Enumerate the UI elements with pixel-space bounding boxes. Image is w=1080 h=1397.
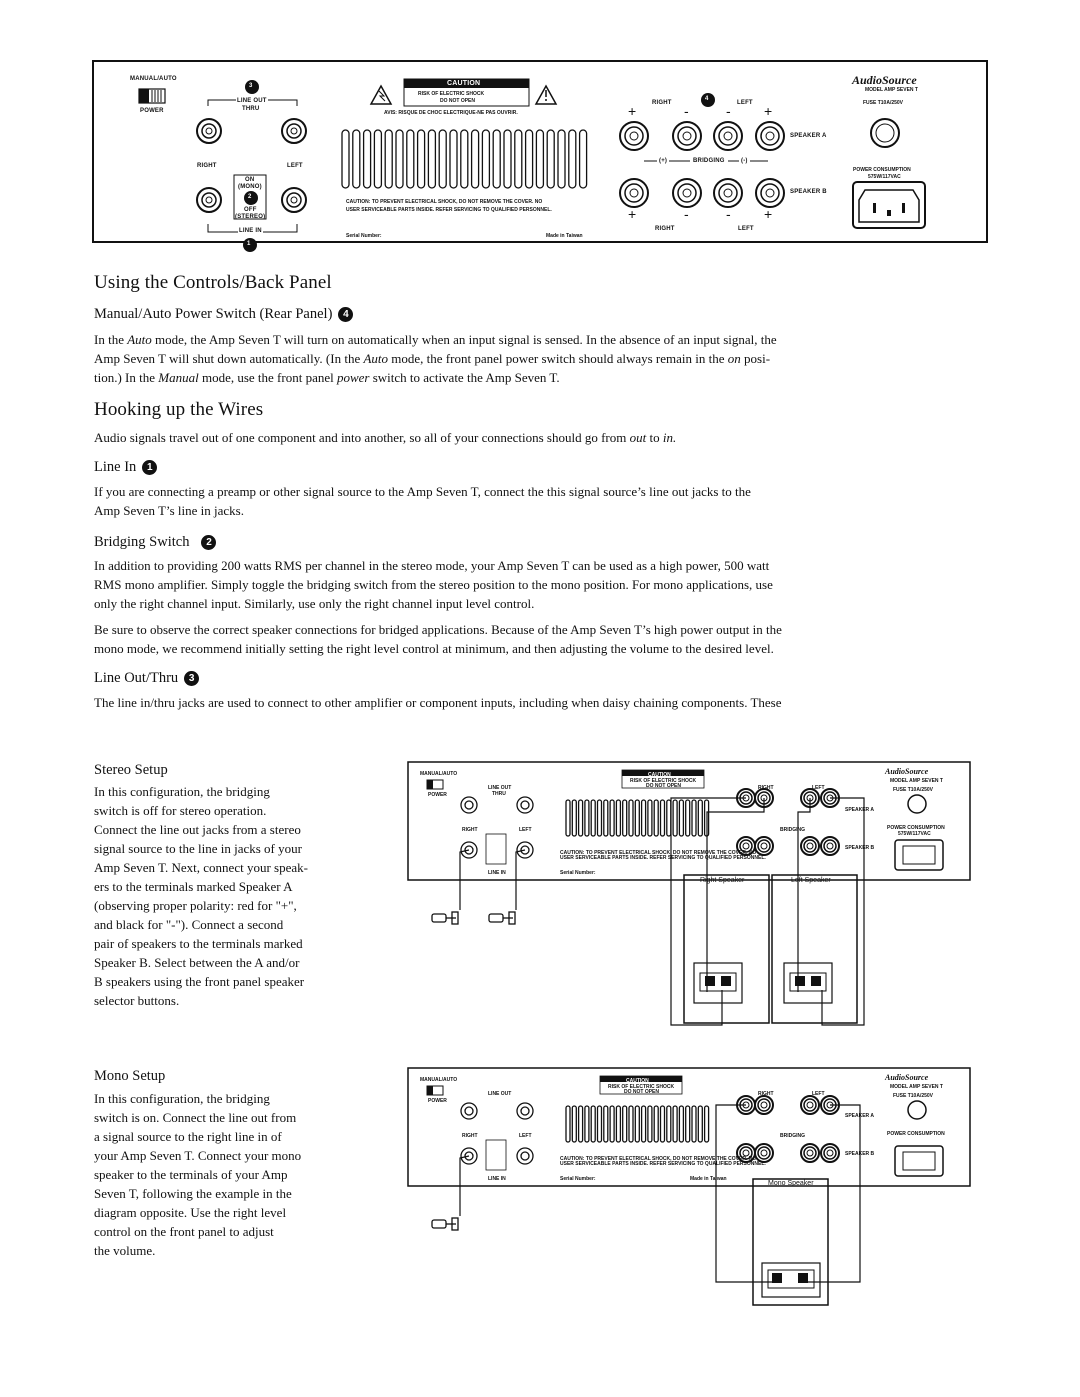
text: mode, the front panel power switch should always remain in the bbox=[388, 351, 728, 366]
mo-risk: RISK OF ELECTRIC SHOCK bbox=[608, 1084, 675, 1090]
binding-post bbox=[766, 132, 774, 140]
binding-post bbox=[719, 127, 737, 145]
mo-bridging: BRIDGING bbox=[780, 1133, 805, 1139]
text: Amp Seven T will shut down automatically. (In the bbox=[94, 351, 364, 366]
binding-post bbox=[761, 1150, 767, 1156]
text: posi- bbox=[740, 351, 771, 366]
french-warning: AVIS: RISQUE DE CHOC ELECTRIQUE-NE PAS OUVRIR. bbox=[384, 110, 518, 116]
st-caution-text-1: CAUTION: TO PREVENT ELECTRICAL SHOCK, DO NOT REMOVE THE COVER. NO bbox=[560, 850, 757, 856]
binding-post bbox=[766, 189, 774, 197]
binding-post bbox=[758, 1147, 770, 1159]
binding-post bbox=[807, 1150, 813, 1156]
polarity-plus-2: + bbox=[764, 103, 773, 119]
back-panel-diagram bbox=[0, 0, 1080, 260]
back-panel-drawing bbox=[0, 0, 1080, 260]
text-line: a signal source to the right line in of bbox=[94, 1129, 282, 1144]
st-line-out: LINE OUT bbox=[488, 785, 512, 791]
heatsink-fin bbox=[667, 1106, 671, 1142]
binding-post bbox=[761, 843, 767, 849]
line-in-number: 1 bbox=[142, 460, 157, 475]
text-italic: on bbox=[727, 351, 741, 366]
mo-brand: AudioSource bbox=[885, 1073, 929, 1082]
heatsink-fin bbox=[515, 130, 522, 188]
heatsink-fin bbox=[585, 1106, 589, 1142]
bridging-paragraph-1 bbox=[94, 556, 773, 613]
binding-post bbox=[625, 184, 643, 202]
text: to bbox=[646, 430, 663, 445]
binding-post bbox=[620, 122, 648, 150]
heatsink-fin bbox=[558, 130, 565, 188]
st-caution-text-2: USER SERVICEABLE PARTS INSIDE. REFER SERVICING TO QUALIFIED PERSONNEL. bbox=[560, 855, 766, 861]
heatsink-fin bbox=[482, 130, 489, 188]
binding-post bbox=[673, 122, 701, 150]
binding-post bbox=[724, 189, 732, 197]
fuse-label: FUSE T10A/250V bbox=[863, 100, 904, 106]
manual-auto-title bbox=[94, 306, 353, 323]
mo-manual-auto: MANUAL/AUTO bbox=[420, 1077, 458, 1083]
st-right-2: RIGHT bbox=[758, 785, 774, 791]
power-consumption: POWER CONSUMPTION bbox=[853, 167, 911, 173]
binding-post bbox=[824, 1147, 836, 1159]
right-label-3: RIGHT bbox=[655, 226, 675, 232]
heatsink-fin bbox=[610, 1106, 614, 1142]
st-speaker-a: SPEAKER A bbox=[845, 807, 874, 813]
mo-power-consumption: POWER CONSUMPTION bbox=[887, 1131, 945, 1137]
heatsink-fin bbox=[623, 800, 627, 836]
heatsink-fin bbox=[396, 130, 403, 188]
brand-logo: AudioSource bbox=[852, 73, 917, 87]
manual-auto-label: MANUAL/AUTO bbox=[130, 76, 177, 82]
st-left-2: LEFT bbox=[812, 785, 825, 791]
text-line: switch is on. Connect the line out from bbox=[94, 1110, 297, 1125]
mono-setup-diagram bbox=[0, 1066, 1080, 1311]
mo-do-not-open: DO NOT OPEN bbox=[624, 1089, 660, 1095]
binding-post bbox=[678, 184, 696, 202]
heatsink-fin bbox=[705, 1106, 709, 1142]
bridging-paragraph-2 bbox=[94, 620, 782, 658]
mo-serial: Serial Number: bbox=[560, 1176, 596, 1182]
text-line: (observing proper polarity: red for "+", bbox=[94, 898, 297, 913]
line-in-title-text: Line In bbox=[94, 459, 137, 475]
polarity-plus-1: + bbox=[628, 103, 637, 119]
binding-post bbox=[807, 1102, 813, 1108]
heatsink-fin bbox=[667, 800, 671, 836]
text: Be sure to observe the correct speaker connections for bridged applications. Because of the Amp Seven T’s high power output in the bbox=[94, 622, 782, 637]
text: Amp Seven T’s line in jacks. bbox=[94, 503, 244, 518]
heatsink-fin bbox=[692, 800, 696, 836]
text-italic: Auto bbox=[363, 351, 389, 366]
text-italic: in. bbox=[662, 430, 677, 445]
text-line: Connect the line out jacks from a stereo bbox=[94, 822, 301, 837]
mo-fuse: FUSE T10A/250V bbox=[893, 1093, 934, 1099]
st-model: MODEL AMP SEVEN T bbox=[890, 778, 943, 784]
heatsink-fin bbox=[472, 130, 479, 188]
heatsink-fin bbox=[504, 130, 511, 188]
binding-post bbox=[683, 189, 691, 197]
left-label-1: LEFT bbox=[287, 163, 303, 169]
heatsink-fin bbox=[439, 130, 446, 188]
binding-post bbox=[824, 840, 836, 852]
binding-post bbox=[761, 184, 779, 202]
binding-post bbox=[804, 1147, 816, 1159]
line-in-title bbox=[94, 459, 157, 476]
mo-left: LEFT bbox=[519, 1133, 532, 1139]
speaker-a-label: SPEAKER A bbox=[790, 133, 827, 139]
text-italic: power bbox=[336, 370, 370, 385]
line-in-paragraph bbox=[94, 482, 751, 520]
heatsink-fin bbox=[418, 130, 425, 188]
right-label-1: RIGHT bbox=[197, 163, 217, 169]
heatsink-fin bbox=[591, 800, 595, 836]
caution-label: CAUTION bbox=[447, 80, 481, 87]
binding-post bbox=[724, 132, 732, 140]
mo-right-2: RIGHT bbox=[758, 1091, 774, 1097]
heatsink-fin bbox=[635, 800, 639, 836]
line-out-paragraph: The line in/thru jacks are used to connect to other amplifier or component inputs, including when daisy chaining components. These bbox=[94, 695, 782, 710]
binding-post bbox=[673, 179, 701, 207]
line-out-title-text: Line Out/Thru bbox=[94, 670, 179, 686]
st-manual-auto: MANUAL/AUTO bbox=[420, 771, 458, 777]
text-line: In this configuration, the bridging bbox=[94, 784, 270, 799]
heatsink-fin bbox=[572, 1106, 576, 1142]
st-line-in: LINE IN bbox=[488, 870, 506, 876]
stereo-title: Stereo Setup bbox=[94, 762, 168, 778]
callout-4: 4 bbox=[705, 96, 709, 102]
text-line: switch is off for stereo operation. bbox=[94, 803, 267, 818]
mo-model: MODEL AMP SEVEN T bbox=[890, 1084, 943, 1090]
caution-do-not-open: DO NOT OPEN bbox=[440, 98, 476, 104]
mono-label: (MONO) bbox=[238, 184, 262, 190]
heatsink-fin bbox=[673, 800, 677, 836]
heatsink-fin bbox=[579, 1106, 583, 1142]
binding-post bbox=[719, 184, 737, 202]
callout-2: 2 bbox=[248, 194, 252, 200]
left-label-3: LEFT bbox=[738, 226, 754, 232]
heatsink-fin bbox=[536, 130, 543, 188]
st-speaker-b: SPEAKER B bbox=[845, 845, 875, 851]
heatsink-fin bbox=[679, 1106, 683, 1142]
binding-post bbox=[761, 1102, 767, 1108]
stereo-setup-diagram bbox=[0, 760, 1080, 1040]
heatsink-fin bbox=[585, 800, 589, 836]
left-speaker-label: Left Speaker bbox=[791, 877, 831, 884]
wires-paragraph bbox=[94, 428, 676, 447]
right-speaker-label: Right Speaker bbox=[700, 877, 745, 884]
heatsink-fin bbox=[654, 1106, 658, 1142]
heatsink-fin bbox=[450, 130, 457, 188]
binding-post bbox=[683, 132, 691, 140]
text-line: B speakers using the front panel speaker bbox=[94, 974, 305, 989]
polarity-plus-4: + bbox=[764, 206, 773, 222]
text-line: Amp Seven T. Next, connect your speak- bbox=[94, 860, 308, 875]
stereo-drawing bbox=[0, 760, 1080, 1040]
text-line: pair of speakers to the terminals marked bbox=[94, 936, 303, 951]
text: switch to activate the Amp Seven T. bbox=[369, 370, 560, 385]
text: tion.) In the bbox=[94, 370, 159, 385]
binding-post bbox=[678, 127, 696, 145]
heatsink-fin bbox=[407, 130, 414, 188]
heatsink-fin bbox=[698, 1106, 702, 1142]
heatsink-fin bbox=[374, 130, 381, 188]
wires-title: Hooking up the Wires bbox=[94, 399, 264, 420]
mo-caution-text-1: CAUTION: TO PREVENT ELECTRICAL SHOCK, DO NOT REMOVE THE COVER. NO bbox=[560, 1156, 757, 1162]
binding-post bbox=[804, 840, 816, 852]
heatsink-fin bbox=[642, 800, 646, 836]
heatsink-fin bbox=[572, 800, 576, 836]
text-line: ers to the terminals marked Speaker A bbox=[94, 879, 293, 894]
text-line: the volume. bbox=[94, 1243, 156, 1258]
st-brand: AudioSource bbox=[885, 767, 929, 776]
mo-line-in: LINE IN bbox=[488, 1176, 506, 1182]
line-out-number: 3 bbox=[184, 671, 199, 686]
binding-post bbox=[756, 122, 784, 150]
bridging-title bbox=[94, 534, 216, 551]
binding-post bbox=[758, 1099, 770, 1111]
mono-drawing bbox=[0, 1066, 1080, 1311]
text: mode, use the front panel bbox=[198, 370, 337, 385]
text-line: Seven T, following the example in the bbox=[94, 1186, 292, 1201]
made-in: Made in Taiwan bbox=[546, 233, 583, 239]
heatsink-fin bbox=[686, 800, 690, 836]
off-label: OFF bbox=[244, 207, 257, 213]
mo-right: RIGHT bbox=[462, 1133, 478, 1139]
binding-post bbox=[756, 179, 784, 207]
polarity-minus-2: - bbox=[726, 103, 731, 119]
mo-speaker-b: SPEAKER B bbox=[845, 1151, 875, 1157]
model-label: MODEL AMP SEVEN T bbox=[865, 87, 918, 93]
power-rating: 575W/117VAC bbox=[868, 174, 901, 180]
binding-post bbox=[630, 189, 638, 197]
caution-risk: RISK OF ELECTRIC SHOCK bbox=[418, 91, 485, 97]
binding-post bbox=[758, 840, 770, 852]
binding-post bbox=[807, 843, 813, 849]
controls-title: Using the Controls/Back Panel bbox=[94, 272, 332, 293]
power-label: POWER bbox=[140, 108, 164, 114]
speaker-b-label: SPEAKER B bbox=[790, 189, 827, 195]
stereo-label: (STEREO) bbox=[235, 214, 266, 220]
heatsink-fin bbox=[461, 130, 468, 188]
binding-post bbox=[804, 1099, 816, 1111]
binding-post bbox=[827, 843, 833, 849]
mo-power: POWER bbox=[428, 1098, 447, 1104]
heatsink-fin bbox=[566, 1106, 570, 1142]
st-power: POWER bbox=[428, 792, 447, 798]
heatsink-fin bbox=[610, 800, 614, 836]
polarity-minus-4: - bbox=[726, 206, 731, 222]
bridging-plus: (+) bbox=[659, 158, 668, 164]
st-thru: THRU bbox=[492, 791, 506, 797]
mo-caution-text-2: USER SERVICEABLE PARTS INSIDE. REFER SERVICING TO QUALIFIED PERSONNEL. bbox=[560, 1161, 766, 1167]
heatsink-fin bbox=[616, 1106, 620, 1142]
heatsink-fin bbox=[566, 800, 570, 836]
text-italic: Manual bbox=[158, 370, 199, 385]
st-left: LEFT bbox=[519, 827, 532, 833]
bridging-number: 2 bbox=[201, 535, 216, 550]
heatsink-fin bbox=[547, 130, 554, 188]
heatsink-fin bbox=[353, 130, 360, 188]
heatsink-fin bbox=[598, 1106, 602, 1142]
text: If you are connecting a preamp or other signal source to the Amp Seven T, connect the this signal source’s line out jacks to the bbox=[94, 484, 751, 499]
st-risk: RISK OF ELECTRIC SHOCK bbox=[630, 778, 697, 784]
heatsink-fin bbox=[661, 1106, 665, 1142]
heatsink-fin bbox=[579, 800, 583, 836]
bridging-title-text: Bridging Switch bbox=[94, 534, 190, 550]
mono-title: Mono Setup bbox=[94, 1068, 166, 1084]
heatsink-fin bbox=[648, 1106, 652, 1142]
polarity-minus-1: - bbox=[684, 103, 689, 119]
heatsink-fin bbox=[629, 800, 633, 836]
heatsink-fin bbox=[654, 800, 658, 836]
text: only the right channel input. Similarly, use only the right channel input level control. bbox=[94, 596, 535, 611]
serial-number: Serial Number: bbox=[346, 233, 382, 239]
text: In the bbox=[94, 332, 128, 347]
text: mode, the Amp Seven T will turn on automatically when an input signal is sensed. In the absence of an input signal, the bbox=[151, 332, 777, 347]
heatsink-fin bbox=[342, 130, 349, 188]
line-in-label: LINE IN bbox=[239, 228, 262, 234]
heatsink-fin bbox=[623, 1106, 627, 1142]
st-power-rating: 575W/117VAC bbox=[898, 831, 931, 837]
heatsink-fin bbox=[385, 130, 392, 188]
caution-text-2: USER SERVICEABLE PARTS INSIDE. REFER SERVICING TO QUALIFIED PERSONNEL. bbox=[346, 207, 552, 213]
text-line: In this configuration, the bridging bbox=[94, 1091, 270, 1106]
heatsink-fin bbox=[642, 1106, 646, 1142]
binding-post bbox=[714, 122, 742, 150]
thru-label: THRU bbox=[242, 106, 260, 112]
callout-1: 1 bbox=[247, 241, 251, 247]
manual-auto-title-text: Manual/Auto Power Switch (Rear Panel) bbox=[94, 306, 333, 322]
mo-speaker-a: SPEAKER A bbox=[845, 1113, 874, 1119]
text-italic: out bbox=[629, 430, 647, 445]
st-bridging: BRIDGING bbox=[780, 827, 805, 833]
st-serial: Serial Number: bbox=[560, 870, 596, 876]
text-line: speaker to the terminals of your Amp bbox=[94, 1167, 288, 1182]
heatsink-fin bbox=[428, 130, 435, 188]
polarity-plus-3: + bbox=[628, 206, 637, 222]
line-out-label: LINE OUT bbox=[237, 98, 267, 104]
st-do-not-open: DO NOT OPEN bbox=[646, 783, 682, 789]
bridging-label: BRIDGING bbox=[690, 158, 728, 164]
callout-3: 3 bbox=[249, 83, 253, 89]
heatsink-fin bbox=[598, 800, 602, 836]
text: RMS mono amplifier. Simply toggle the bridging switch from the stereo position to the mono position. For mono applications, use bbox=[94, 577, 773, 592]
text-line: and black for "-"). Connect a second bbox=[94, 917, 284, 932]
manual-auto-paragraph bbox=[94, 330, 984, 387]
on-label: ON bbox=[245, 177, 255, 183]
text: Audio signals travel out of one component and into another, so all of your connections should go from bbox=[94, 430, 630, 445]
heatsink-fin bbox=[616, 800, 620, 836]
text-line: diagram opposite. Use the right level bbox=[94, 1205, 287, 1220]
heatsink-fin bbox=[698, 800, 702, 836]
binding-post bbox=[761, 127, 779, 145]
mo-caution: CAUTION bbox=[626, 1078, 649, 1084]
left-label-2: LEFT bbox=[737, 100, 753, 106]
heatsink-fin bbox=[580, 130, 587, 188]
heatsink-fin bbox=[604, 1106, 608, 1142]
binding-post bbox=[620, 179, 648, 207]
heatsink-fin bbox=[648, 800, 652, 836]
text: mono mode, we recommend initially setting the right level control at minimum, and then adjusting the volume to the desired level. bbox=[94, 641, 774, 656]
binding-post bbox=[630, 132, 638, 140]
heatsink-fin bbox=[591, 1106, 595, 1142]
heatsink-fin bbox=[364, 130, 371, 188]
mono-speaker-label: Mono Speaker bbox=[768, 1180, 814, 1187]
text-line: Speaker B. Select between the A and/or bbox=[94, 955, 300, 970]
text-line: control on the front panel to adjust bbox=[94, 1224, 274, 1239]
line-out-title bbox=[94, 670, 199, 687]
st-fuse: FUSE T10A/250V bbox=[893, 787, 934, 793]
text-line: your Amp Seven T. Connect your mono bbox=[94, 1148, 302, 1163]
mo-left-2: LEFT bbox=[812, 1091, 825, 1097]
text-line: signal source to the line in jacks of your bbox=[94, 841, 302, 856]
caution-text-1: CAUTION: TO PREVENT ELECTRICAL SHOCK, DO NOT REMOVE THE COVER. NO bbox=[346, 199, 543, 205]
manual-auto-number: 4 bbox=[338, 307, 353, 322]
binding-post bbox=[743, 843, 749, 849]
heatsink-fin bbox=[686, 1106, 690, 1142]
heatsink-fin bbox=[526, 130, 533, 188]
binding-post bbox=[827, 1150, 833, 1156]
st-power-consumption: POWER CONSUMPTION bbox=[887, 825, 945, 831]
st-caution: CAUTION bbox=[648, 772, 671, 778]
text-line: selector buttons. bbox=[94, 993, 180, 1008]
heatsink-fin bbox=[635, 1106, 639, 1142]
heatsink-fin bbox=[692, 1106, 696, 1142]
text: In addition to providing 200 watts RMS per channel in the stereo mode, your Amp Seven T can be used as a high power, 500 watt bbox=[94, 558, 770, 573]
binding-post bbox=[714, 179, 742, 207]
heatsink-fin bbox=[661, 800, 665, 836]
heatsink-fin bbox=[604, 800, 608, 836]
polarity-minus-3: - bbox=[684, 206, 689, 222]
st-right: RIGHT bbox=[462, 827, 478, 833]
mo-made-in: Made in Taiwan bbox=[690, 1176, 727, 1182]
right-label-2: RIGHT bbox=[652, 100, 672, 106]
binding-post bbox=[625, 127, 643, 145]
heatsink-fin bbox=[569, 130, 576, 188]
heatsink-fin bbox=[679, 800, 683, 836]
heatsink-fin bbox=[629, 1106, 633, 1142]
heatsink-fin bbox=[493, 130, 500, 188]
bridging-minus: (-) bbox=[741, 158, 748, 164]
mo-line-out: LINE OUT bbox=[488, 1091, 512, 1097]
text-italic: Auto bbox=[127, 332, 152, 347]
heatsink-fin bbox=[673, 1106, 677, 1142]
